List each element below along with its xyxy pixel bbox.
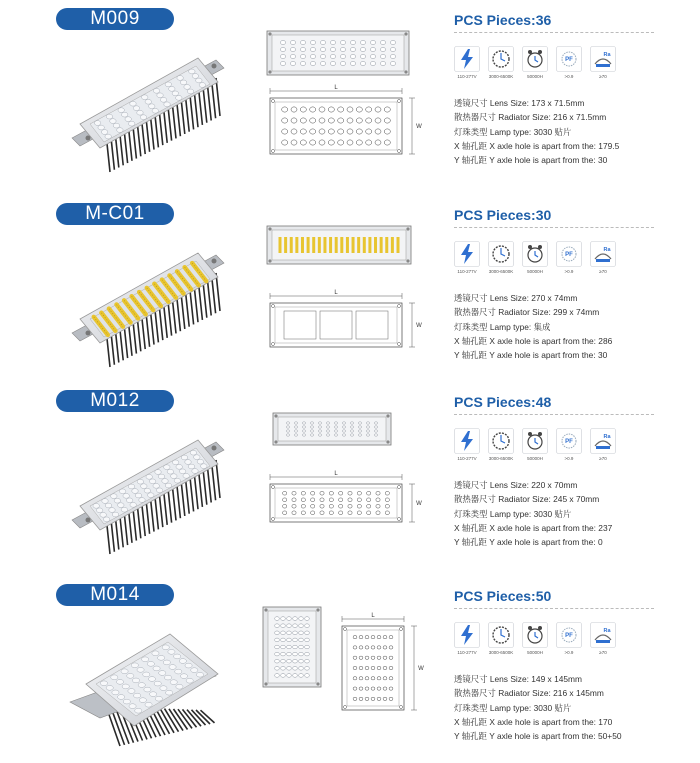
front-view-drawing [266,30,410,76]
dimension-drawing [262,287,422,357]
lifespan-clock-icon-svg [522,622,548,648]
voltage-icon [454,46,480,72]
voltage-icon-svg [454,622,480,648]
model-badge: M-C01 [56,203,174,225]
lifespan-clock-icon [522,241,548,267]
spec-line: 透镜尺寸 Lens Size: 149 x 145mm [454,674,583,684]
outline [270,303,402,347]
divider [454,227,654,228]
divider [454,32,654,33]
spec-line: 灯珠类型 Lamp type: 3030 贴片 [454,702,572,713]
voltage-icon-svg [454,241,480,267]
led-module-image [66,233,226,373]
power-factor-icon [556,428,582,454]
dimension-svg [334,610,424,720]
icon-label: 110-277V [457,269,477,274]
icon-label: 3000-6500K [488,74,514,79]
color-rendering-icon [590,622,616,648]
product-photo [66,614,226,754]
color-temperature-icon [488,622,514,648]
width-label: W [416,124,422,130]
spec-list [454,291,612,362]
color-rendering-icon-svg [590,241,616,267]
color-rendering-icon [590,46,616,72]
voltage-icon-svg [454,46,480,72]
color-rendering-icon-svg [590,46,616,72]
lifespan-clock-icon [522,622,548,648]
color-temperature-icon [488,428,514,454]
spec-line: Y 轴孔距 Y axle hole is apart from the: 30 [454,350,608,361]
icon-label: 3000-6500K [488,456,514,461]
spec-line: X 轴孔距 X axle hole is apart from the: 179.5 [454,140,620,151]
icon-label: 3000-6500K [488,269,514,274]
color-temperature-icon-svg [488,622,514,648]
power-factor-icon [556,241,582,267]
icon-label: 110-277V [457,650,477,655]
power-factor-icon-svg [556,241,582,267]
voltage-icon [454,622,480,648]
width-label: W [418,666,424,672]
divider [454,414,654,415]
icon-label: >0.9 [564,650,574,655]
front-view-svg [266,30,410,76]
voltage-icon-svg [454,428,480,454]
outline [270,484,402,522]
feature-icons [454,622,624,660]
icon-label: ≥70 [599,74,607,79]
front-view-svg [262,606,322,688]
power-factor-icon [556,622,582,648]
lifespan-clock-icon-svg [522,428,548,454]
front-view-drawing [272,412,392,446]
icon-label: ≥70 [599,269,607,274]
lifespan-clock-icon [522,428,548,454]
dimension-drawing [334,610,424,720]
spec-line: X 轴孔距 X axle hole is apart from the: 286 [454,335,613,346]
lens-array [90,448,210,524]
svg-text:PF: PF [565,633,573,639]
spec-line: 散热器尺寸 Radiator Size: 216 x 145mm [454,688,604,699]
lifespan-clock-icon-svg [522,241,548,267]
feature-icons [454,46,624,84]
spec-line: 透镜尺寸 Lens Size: 220 x 70mm [454,480,578,490]
svg-text:Ra: Ra [603,628,611,634]
product-section-m014 [0,578,700,763]
svg-text:Ra: Ra [603,247,611,253]
spec-line: 散热器尺寸 Radiator Size: 245 x 70mm [454,494,600,505]
color-rendering-icon [590,241,616,267]
front-view-drawing [262,606,322,688]
color-temperature-icon-svg [488,241,514,267]
spec-line: X 轴孔距 X axle hole is apart from the: 237 [454,522,613,533]
front-view-drawing [266,225,412,265]
product-section-mc01 [0,197,700,382]
spec-list [454,96,619,167]
front-view-svg [266,225,412,265]
spec-line: Y 轴孔距 Y axle hole is apart from the: 0 [454,537,603,548]
svg-text:PF: PF [565,252,573,258]
length-label: L [334,471,338,477]
pcs-pieces-heading: PCS Pieces:50 [454,588,552,604]
icon-label: >0.9 [564,269,574,274]
color-temperature-icon-svg [488,428,514,454]
icon-label: 110-277V [457,456,477,461]
icon-label: >0.9 [564,74,574,79]
led-module-image [66,614,226,754]
spec-line: X 轴孔距 X axle hole is apart from the: 170 [454,716,613,727]
svg-text:Ra: Ra [603,434,611,440]
svg-text:Ra: Ra [603,52,611,58]
spec-line: Y 轴孔距 Y axle hole is apart from the: 50+50 [454,731,622,742]
icon-label: >0.9 [564,456,574,461]
voltage-icon [454,428,480,454]
dimension-svg [262,287,422,357]
length-label: L [334,290,338,296]
color-rendering-icon-svg [590,622,616,648]
svg-text:PF: PF [565,57,573,63]
lens-array [90,261,210,337]
spec-line: 灯珠类型 Lamp type: 集成 [454,321,551,332]
divider [454,608,654,609]
feature-icons [454,241,624,279]
outline [270,98,402,154]
product-photo [66,233,226,373]
icon-label: 50000H [527,650,543,655]
dimension-svg [262,82,422,164]
spec-line: 散热器尺寸 Radiator Size: 216 x 71.5mm [454,112,607,123]
spec-line: 散热器尺寸 Radiator Size: 299 x 74mm [454,307,600,318]
spec-list [454,478,612,549]
pcs-pieces-heading: PCS Pieces:30 [454,207,552,223]
width-label: W [416,323,422,329]
pcs-pieces-heading: PCS Pieces:36 [454,12,552,28]
color-rendering-icon [590,428,616,454]
icon-label: ≥70 [599,456,607,461]
length-label: L [334,85,338,91]
icon-label: 50000H [527,269,543,274]
color-temperature-icon [488,46,514,72]
width-label: W [416,501,422,507]
product-section-m009 [0,2,700,187]
model-badge: M014 [56,584,174,606]
spec-list [454,672,622,743]
icon-label: ≥70 [599,650,607,655]
dimension-drawing [262,82,422,164]
model-badge: M009 [56,8,174,30]
power-factor-icon [556,46,582,72]
spec-line: 透镜尺寸 Lens Size: 173 x 71.5mm [454,98,585,108]
front-view-svg [272,412,392,446]
voltage-icon [454,241,480,267]
dimension-drawing [262,468,422,532]
feature-icons [454,428,624,466]
spec-line: 透镜尺寸 Lens Size: 270 x 74mm [454,293,578,303]
icon-label: 50000H [527,74,543,79]
svg-text:PF: PF [565,439,573,445]
length-label: L [371,613,375,619]
icon-label: 3000-6500K [488,650,514,655]
power-factor-icon-svg [556,622,582,648]
power-factor-icon-svg [556,428,582,454]
dimension-svg [262,468,422,532]
led-module-image [66,420,226,560]
color-temperature-icon [488,241,514,267]
color-rendering-icon-svg [590,428,616,454]
icon-label: 50000H [527,456,543,461]
color-temperature-icon-svg [488,46,514,72]
spec-line: 灯珠类型 Lamp type: 3030 贴片 [454,508,572,519]
spec-line: Y 轴孔距 Y axle hole is apart from the: 30 [454,155,608,166]
product-photo [66,38,226,178]
power-factor-icon-svg [556,46,582,72]
product-photo [66,420,226,560]
icon-label: 110-277V [457,74,477,79]
model-badge: M012 [56,390,174,412]
spec-line: 灯珠类型 Lamp type: 3030 贴片 [454,126,572,137]
pcs-pieces-heading: PCS Pieces:48 [454,394,552,410]
lifespan-clock-icon-svg [522,46,548,72]
lens-array [90,66,210,142]
led-module-image [66,38,226,178]
lifespan-clock-icon [522,46,548,72]
product-section-m012 [0,384,700,569]
